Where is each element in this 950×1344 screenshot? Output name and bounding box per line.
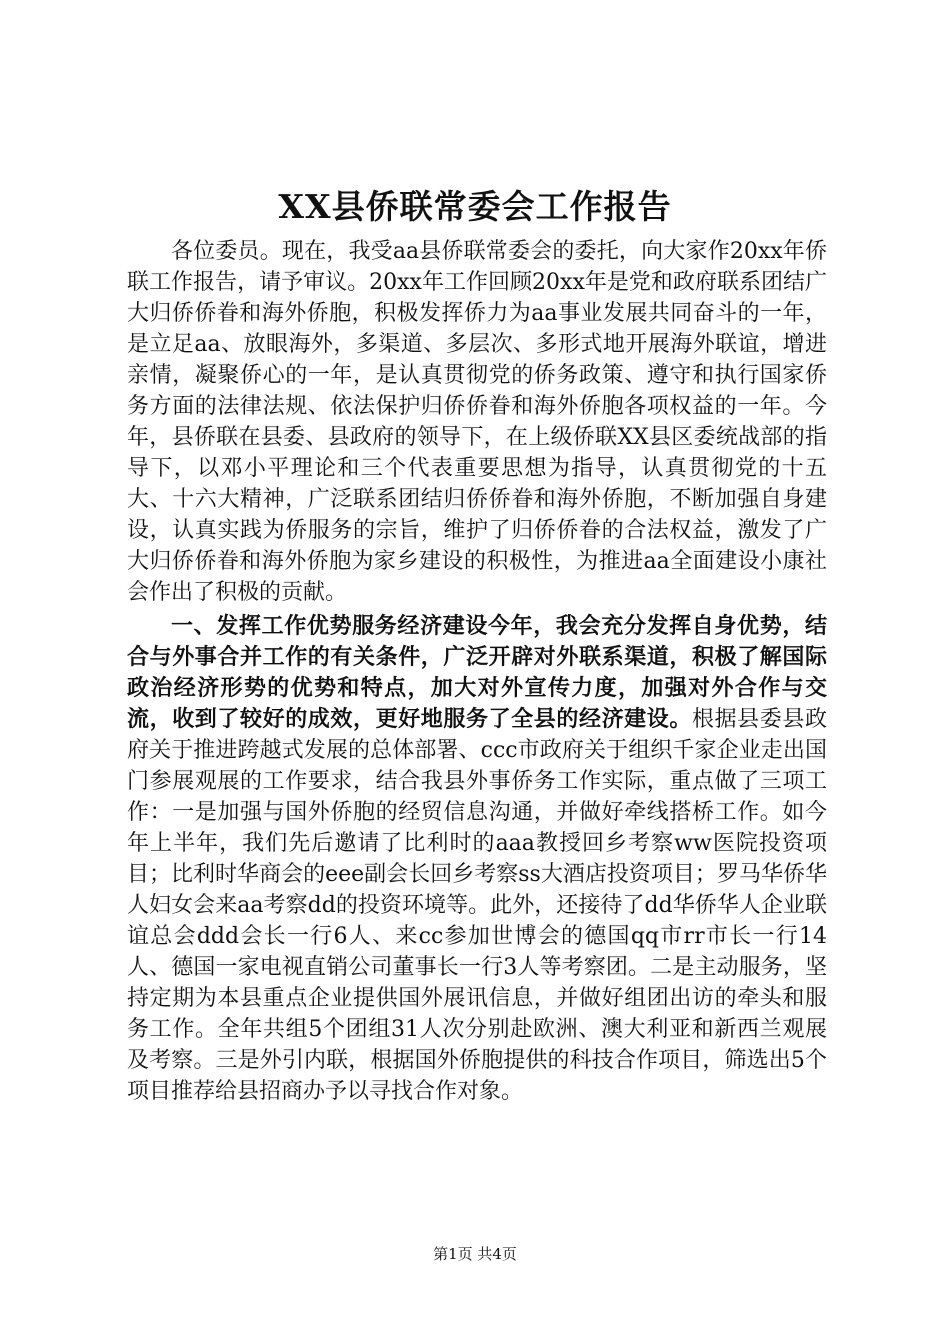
document-title: XX县侨联常委会工作报告 — [278, 187, 672, 226]
paragraph-section-one — [127, 611, 827, 1107]
page-number-footer: 第1页 共4页 — [433, 1245, 517, 1263]
paragraph-opening: 各位委员。现在，我受aa县侨联常委会的委托，向大家作20xx年侨联工作报告，请予审议。20xx年工作回顾20xx年是党和政府联系团结广大归侨侨眷和海外侨胞，积极发挥侨力为aa事业发展共同奋斗的一年，是立足aa、放眼海外，多渠道、多层次、多形式地开展海外联谊，增进亲情，凝聚侨心的一年，是认真贯彻党的侨务政策、遵守和执行国家侨务方面的法律法规、依法保护归侨侨眷和海外侨胞各项权益的一年。今年，县侨联在县委、县政府的领导下，在上级侨联XX县区委统战部的指导下，以邓小平理论和三个代表重要思想为指导，认真贯彻党的十五大、十六大精神，广泛联系团结归侨侨眷和海外侨胞，不断加强自身建设，认真实践为侨服务的宗旨，维护了归侨侨眷的合法权益，激发了广大归侨侨眷和海外侨胞为家乡建设的积极性，为推进aa全面建设小康社会作出了积极的贡献。 — [127, 239, 827, 605]
section-body-text: 根据县委县政府关于推进跨越式发展的总体部署、ccc市政府关于组织千家企业走出国门参展观展的工作要求，结合我县外事侨务工作实际，重点做了三项工作：一是加强与国外侨胞的经贸信息沟通，并做好牵线搭桥工作。如今年上半年，我们先后邀请了比利时的aaa教授回乡考察ww医院投资项目；比利时华商会的eee副会长回乡考察ss大酒店投资项目；罗马华侨华人妇女会来aa考察dd的投资环境等。此外，还接待了dd华侨华人企业联谊总会ddd会长一行6人、来cc参加世博会的德国qq市rr市长一行14人、德国一家电视直销公司董事长一行3人等考察团。二是主动服务，坚持定期为本县重点企业提供国外展讯信息，并做好组团出访的牵头和服务工作。全年共组5个团组31人次分别赴欧洲、澳大利亚和新西兰观展及考察。三是外引内联，根据国外侨胞提供的科技合作项目，筛选出5个项目推荐给县招商办予以寻找合作对象。 — [127, 707, 827, 1104]
section-heading-bold: 一、发挥工作优势服务经济建设今年，我会充分发挥自身优势，结合与外事合并工作的有关条件，广泛开辟对外联系渠道，积极了解国际政治经济形势的优势和特点，加大对外宣传力度，加强对外合作与交流，收到了较好的成效，更好地服务了全县的经济建设。 — [127, 613, 827, 732]
document-body — [127, 236, 827, 1107]
